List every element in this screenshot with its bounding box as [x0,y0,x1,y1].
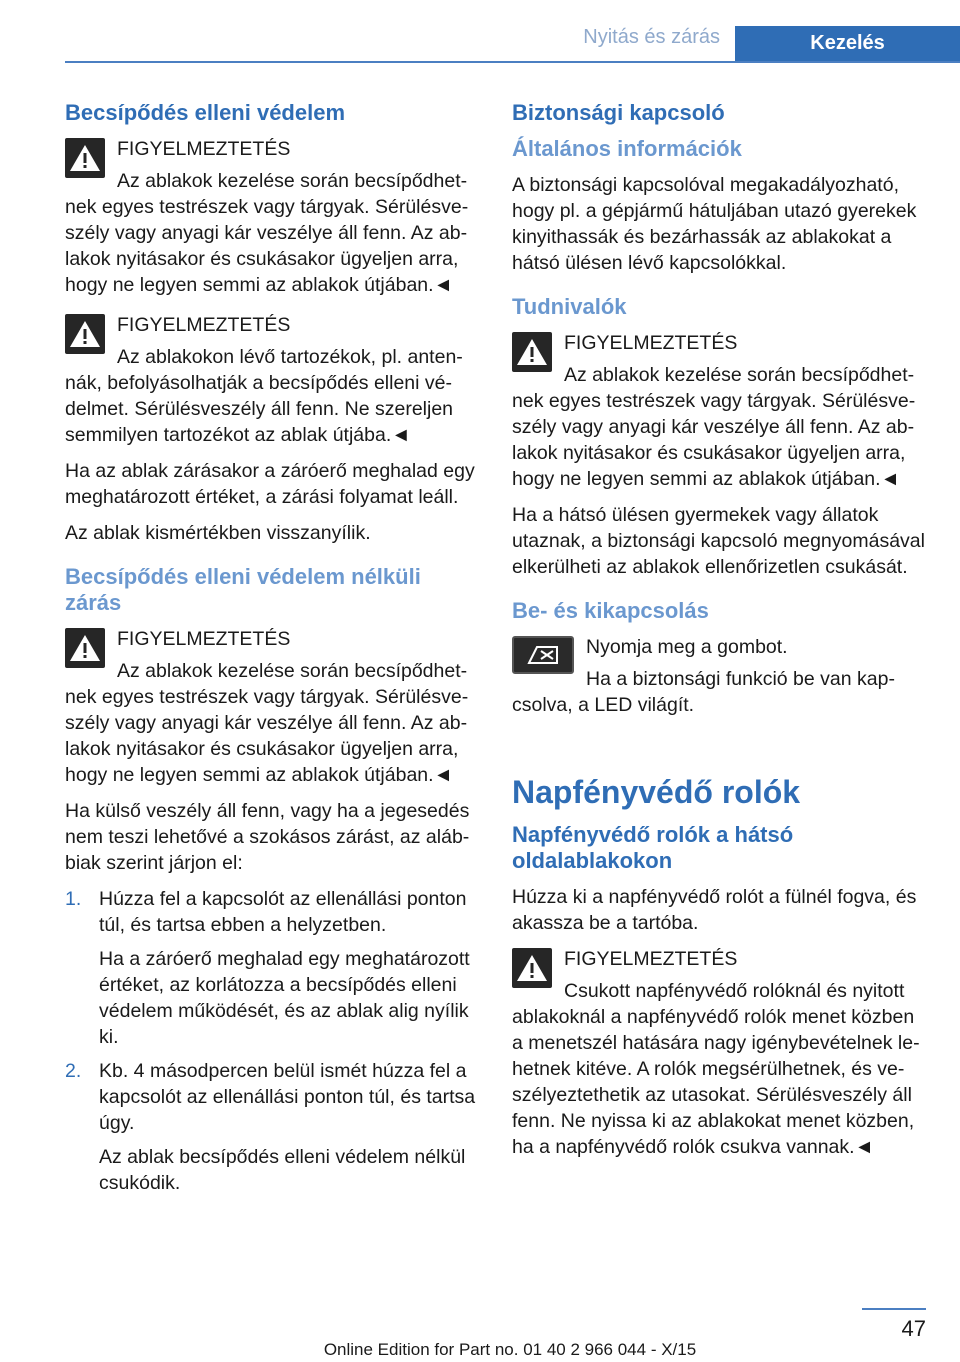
edition-line: Online Edition for Part no. 01 40 2 966 044 - X/15 [323,1340,697,1359]
warning-title: FIGYELMEZTETÉS [117,314,291,336]
paragraph: Húzza ki a napfényvédő rolót a fülnél fogva, és akassza be a tartóba. [512,886,917,934]
warning-block [512,946,926,1160]
warning-body: Az ablakokon lévő tartozékok, pl. antennák, befolyásolhatják a becsípődés elleni védelmet. Sérülésveszély áll fenn. Ne szereljen semmilyen tartozékot az ablak útjába.◄ [65,346,463,446]
warning-body: Az ablakok kezelése során becsípődhetnek egyes testrészek vagy tárgyak. Sérülésveszély vagy anyagi kár veszélye áll fenn. Az ablakok nyitásakor és csukásakor ügyeljen arra, hogy ne legyen semmi az ablakok útjában.◄ [65,170,469,296]
right-column [512,100,926,1170]
header-active-tab: Kezelés [735,26,960,62]
heading-pinch-protection: Becsípődés elleni védelem [65,100,346,125]
list-item [65,1058,483,1196]
window-lock-switch-icon [512,636,574,674]
warning-title: FIGYELMEZTETÉS [564,332,738,354]
step-number: 1. [65,888,82,910]
warning-triangle-icon [65,628,105,668]
warning-body: Az ablakok kezelése során becsípődhetnek egyes testrészek vagy tárgyak. Sérülésveszély vagy anyagi kár veszélye áll fenn. Az ablakok nyitásakor és csukásakor ügyeljen arra, hogy ne legyen semmi az ablakok útjában.◄ [65,660,469,786]
heading-safety-switch: Biztonsági kapcsoló [512,100,725,125]
warning-block [65,312,483,448]
paragraph: Ha az ablak zárásakor a záróerő meghalad egy meghatározott értéket, a zárási folyamat leáll. [65,460,475,508]
warning-title: FIGYELMEZTETÉS [117,138,291,160]
page-header [0,0,960,62]
warning-triangle-icon [512,332,552,372]
warning-triangle-icon [512,948,552,988]
page-number: 47 [901,1316,926,1341]
press-button-text: Nyomja meg a gombot. [586,636,788,658]
paragraph: Ha külső veszély áll fenn, vagy ha a jegesedés nem teszi lehetővé a szokásos zárást, az alábbiak szerint járjon el: [65,800,470,874]
steps-list [65,886,483,1196]
warning-block [65,626,483,788]
warning-body: Az ablakok kezelése során becsípődhetnek egyes testrészek vagy tárgyak. Sérülésveszély vagy anyagi kár veszélye áll fenn. Az ablakok nyitásakor és csukásakor ügyeljen arra, hogy ne legyen semmi az ablakok útjában.◄ [512,364,916,490]
warning-triangle-icon [65,314,105,354]
step-number: 2. [65,1060,82,1082]
warning-triangle-icon [65,138,105,178]
paragraph: Ha a hátsó ülésen gyermekek vagy állatok utaznak, a biztonsági kapcsoló megnyomásával elkerülheti az ablakok ellenőrizetlen csukását. [512,504,925,578]
list-item [65,886,483,1050]
paragraph: Az ablak kismértékben visszanyílik. [65,522,371,544]
step-text: Húzza fel a kapcsolót az ellenállási ponton túl, és tartsa ebben a helyzetben. [99,888,467,936]
led-text: Ha a biztonsági funkció be van kapcsolva, a LED világít. [512,668,895,716]
warning-body: Csukott napfényvédő rolóknál és nyitott ablakoknál a napfényvédő rolók menet közben a menetszél hatására nagy igénybevételnek lehetnek kitéve. A rolók megsérülhetnek, és veszélyeztethetik az utasokat. Sérülésveszély áll fenn. Ne nyissa ki az ablakokat menet közben, ha a napfényvédő rolók csukva vannak.◄ [512,980,920,1158]
paragraph: A biztonsági kapcsolóval megakadályozható, hogy pl. a gépjármű hátuljában utazó gyerekek kinyithassák és bezárhassák az ablakokat a hátsó ülésen lévő kapcsolókkal. [512,174,917,274]
header-rule [65,61,960,63]
step-note: Az ablak becsípődés elleni védelem nélkül csukódik. [99,1146,466,1194]
heading-general-info: Általános információk [512,136,742,161]
step-text: Kb. 4 másodpercen belül ismét húzza fel a kapcsolót az ellenállási ponton túl, és tartsa úgy. [99,1060,476,1134]
warning-title: FIGYELMEZTETÉS [117,628,291,650]
heading-rear-blinds: Napfényvédő rolók a hátsó oldalablakokon [512,822,794,873]
heading-sun-blinds: Napfényvédő rolók [512,774,801,810]
heading-notes: Tudnivalók [512,294,627,319]
left-column [65,100,483,1204]
safety-switch-block [512,634,926,718]
heading-closing-without-pinch: Becsípődés elleni védelem nélküli zárás [65,564,421,615]
heading-on-off: Be- és kikapcsolás [512,598,709,623]
header-section-label: Nyitás és zárás [583,26,720,48]
footer-rule [862,1308,926,1310]
warning-title: FIGYELMEZTETÉS [564,948,738,970]
step-note: Ha a záróerő meghalad egy meghatározott értéket, az korlátozza a becsípődés elleni védelem működését, és az ablak alig nyílik ki. [99,948,470,1048]
warning-block [512,330,926,492]
warning-block [65,136,483,298]
